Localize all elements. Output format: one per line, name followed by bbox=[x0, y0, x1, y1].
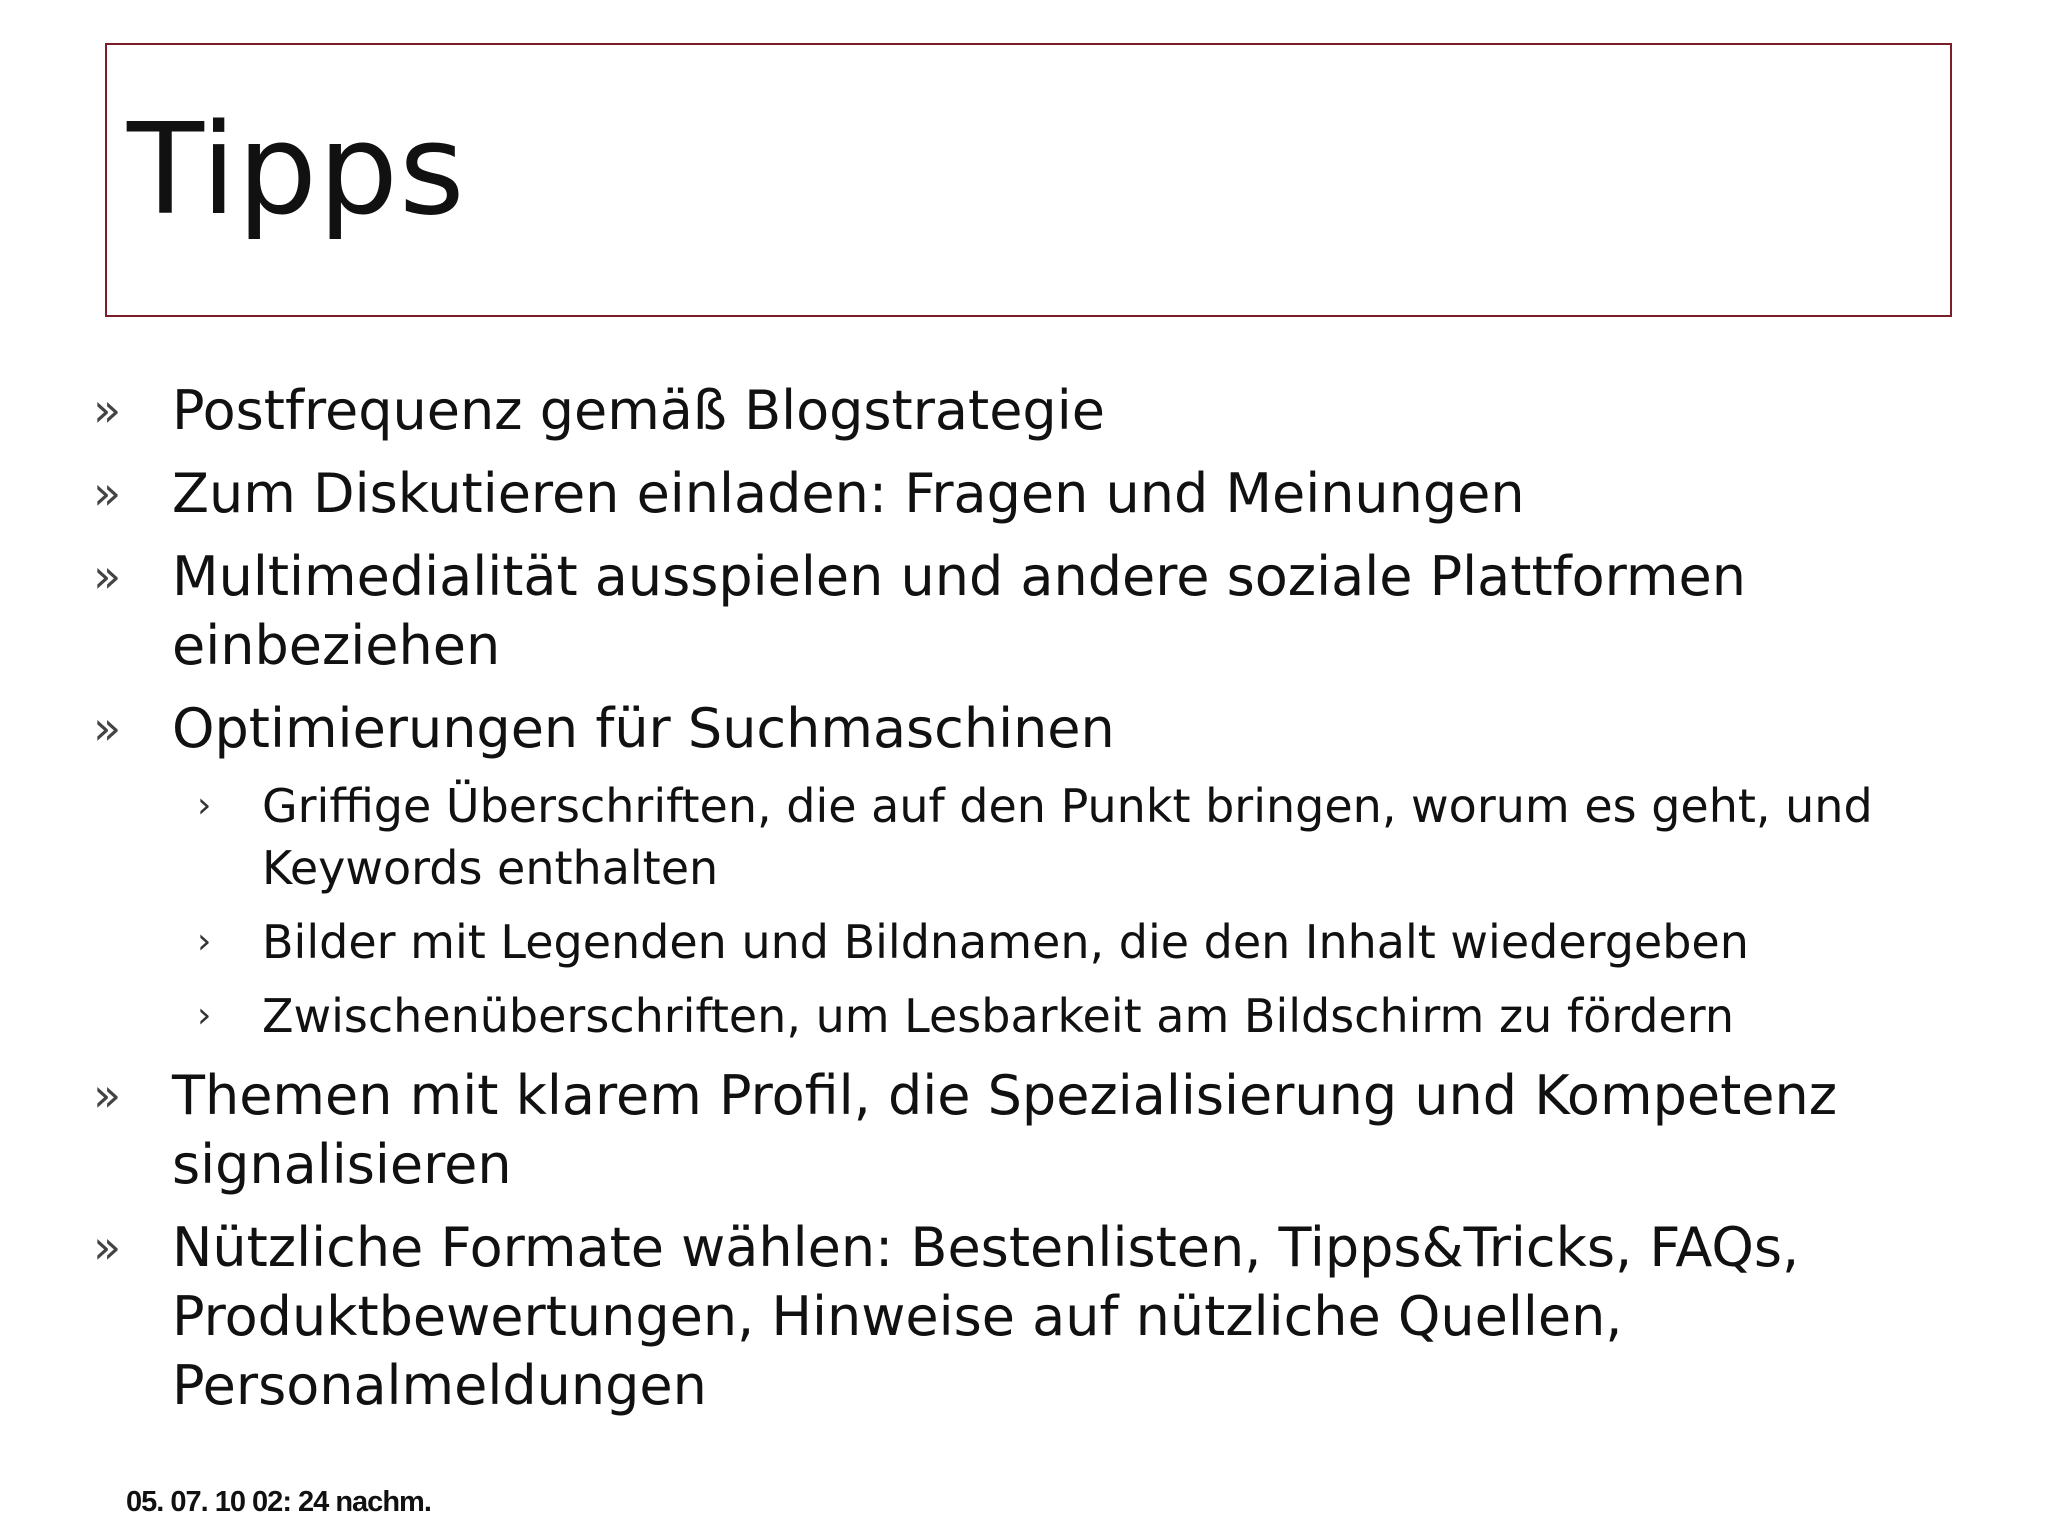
bullet-marker-icon: » bbox=[93, 1220, 122, 1274]
footer-timestamp: 05. 07. 10 02: 24 nachm. bbox=[126, 1486, 431, 1518]
sub-bullet-marker-icon: › bbox=[197, 995, 212, 1036]
bullet-item bbox=[0, 1061, 2048, 1199]
bullet-item bbox=[0, 542, 2048, 680]
sub-bullet-item bbox=[0, 985, 2048, 1047]
bullet-marker-icon: » bbox=[93, 383, 122, 437]
sub-bullet-text: Griffige Überschriften, die auf den Punkt bringen, worum es geht, und Keywords enthalten bbox=[262, 779, 1873, 895]
bullet-item bbox=[0, 694, 2048, 763]
sub-bullet-text: Bilder mit Legenden und Bildnamen, die den Inhalt wiedergeben bbox=[262, 915, 1749, 969]
bullet-text: Nützliche Formate wählen: Bestenlisten, Tipps&Tricks, FAQs, Produktbewertungen, Hinweise auf nützliche Quellen, Personalmeldungen bbox=[172, 1216, 1800, 1417]
bullet-marker-icon: » bbox=[93, 549, 122, 603]
bullet-text: Multimedialität ausspielen und andere soziale Plattformen einbeziehen bbox=[172, 545, 1746, 677]
bullet-text: Postfrequenz gemäß Blogstrategie bbox=[172, 379, 1105, 442]
bullet-text: Themen mit klarem Profil, die Spezialisierung und Kompetenz signalisieren bbox=[172, 1064, 1838, 1196]
bullet-item bbox=[0, 376, 2048, 445]
sub-bullet-item bbox=[0, 911, 2048, 973]
bullet-marker-icon: » bbox=[93, 1068, 122, 1122]
sub-bullet-text: Zwischenüberschriften, um Lesbarkeit am Bildschirm zu fördern bbox=[262, 989, 1735, 1043]
bullet-item bbox=[0, 459, 2048, 528]
sub-bullet-list bbox=[0, 775, 2048, 1047]
bullet-marker-icon: » bbox=[93, 701, 122, 755]
bullet-list bbox=[0, 376, 2048, 1434]
sub-bullet-marker-icon: › bbox=[197, 921, 212, 962]
bullet-text: Optimierungen für Suchmaschinen bbox=[172, 697, 1115, 760]
sub-bullet-marker-icon: › bbox=[197, 785, 212, 826]
title-box bbox=[105, 43, 1952, 317]
sub-bullet-item bbox=[0, 775, 2048, 899]
bullet-item bbox=[0, 1213, 2048, 1420]
bullet-text: Zum Diskutieren einladen: Fragen und Meinungen bbox=[172, 462, 1525, 525]
slide-title: Tipps bbox=[127, 96, 466, 243]
bullet-marker-icon: » bbox=[93, 466, 122, 520]
